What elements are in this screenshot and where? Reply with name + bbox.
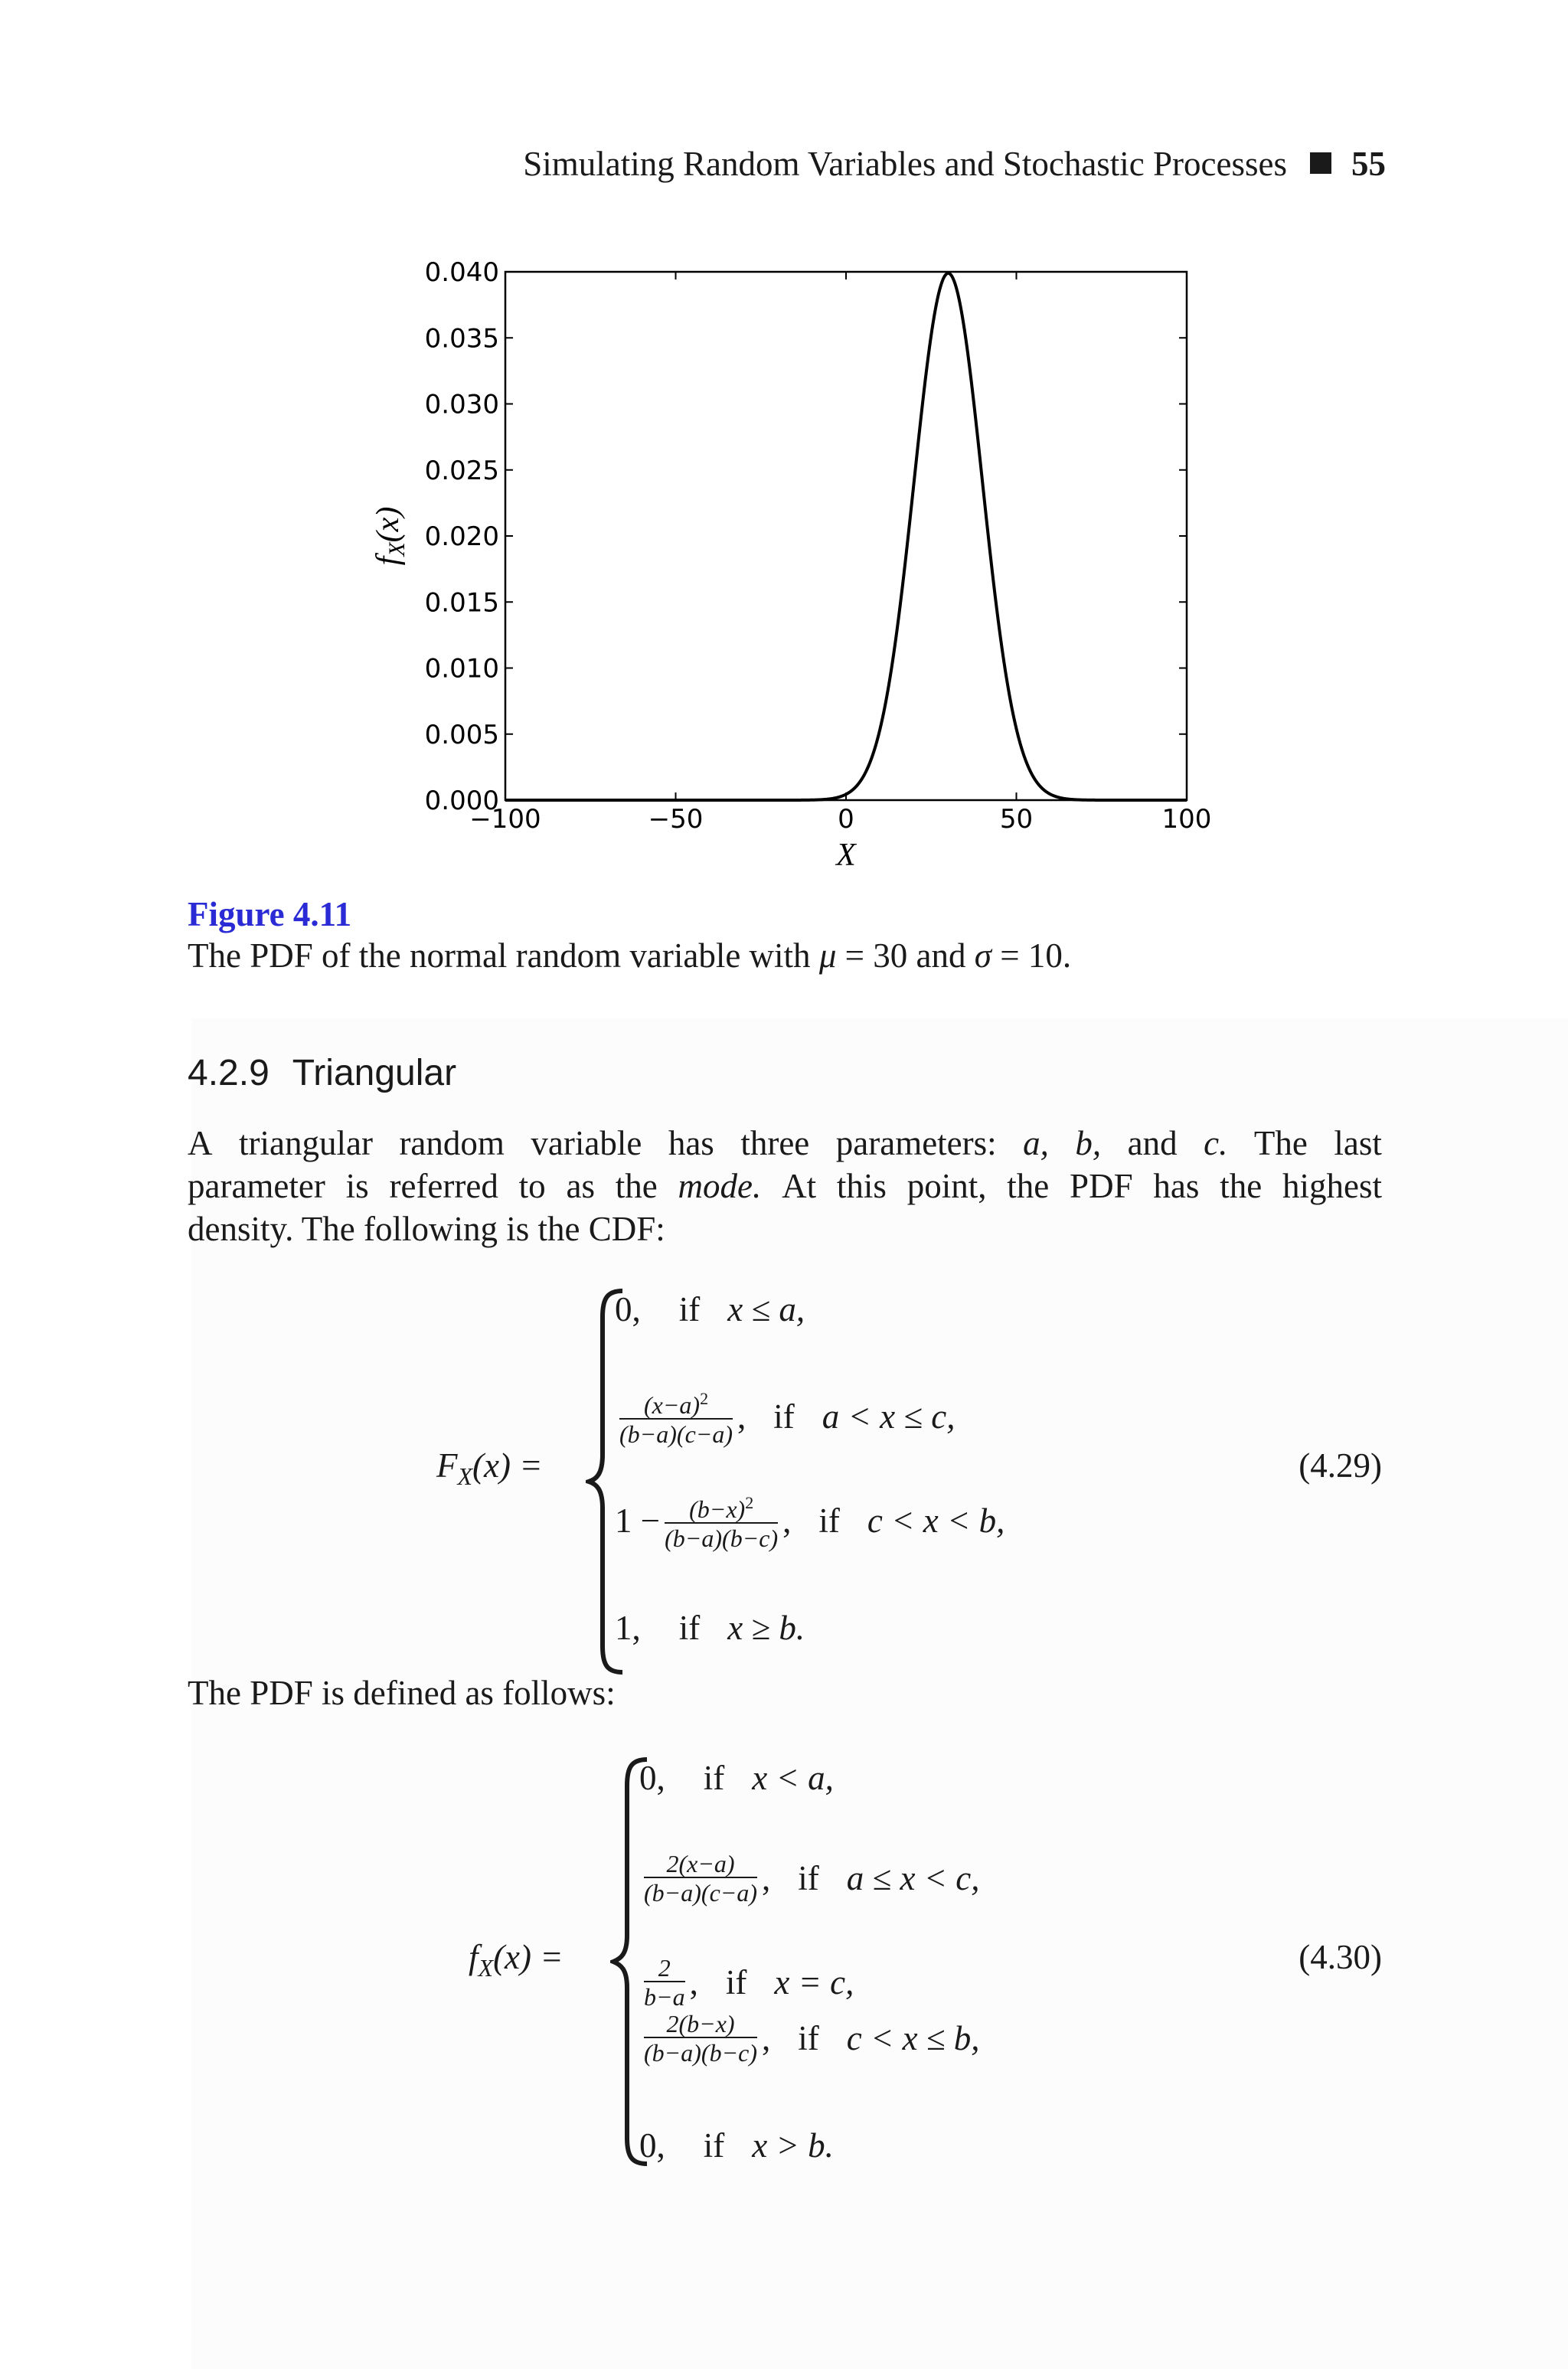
- pdf-case-5-value: 0,: [639, 2126, 665, 2165]
- paragraph-word: and: [1127, 1124, 1178, 1162]
- paragraph-word: point,: [906, 1167, 987, 1205]
- pdf-lhs-symbol: f: [469, 1938, 479, 1976]
- cdf-case-2-condition: a < x ≤ c,: [822, 1397, 956, 1436]
- pdf-intro-text: The PDF is defined as follows:: [188, 1674, 616, 1712]
- cdf-case-2-exponent: 2: [700, 1389, 709, 1408]
- page-number: 55: [1351, 145, 1386, 183]
- cdf-case-4-condition: x ≥ b.: [727, 1609, 805, 1647]
- caption-text: The PDF of the normal random variable with: [188, 936, 811, 975]
- cdf-case-3-condition: c < x < b,: [867, 1501, 1005, 1540]
- pdf-case-3-denominator: b−a: [644, 1981, 685, 2010]
- paragraph-word: has: [1153, 1167, 1200, 1205]
- pdf-case-2: [639, 1848, 980, 1909]
- x-tick-label: −100: [469, 804, 541, 835]
- caption-mu: μ: [818, 936, 837, 975]
- cdf-case-3-denominator: (b−a)(b−c): [665, 1522, 778, 1551]
- pdf-lhs-subscript: X: [478, 1954, 494, 1982]
- y-tick-label: 0.030: [424, 389, 499, 420]
- y-tick-label: 0.025: [424, 455, 499, 486]
- paragraph-word: the: [1007, 1167, 1050, 1205]
- cdf-lhs-symbol: F: [436, 1446, 458, 1485]
- cdf-case-2-denominator: (b−a)(c−a): [619, 1418, 733, 1447]
- paragraph-word: referred: [389, 1167, 498, 1205]
- cdf-case-1-value: 0,: [615, 1290, 641, 1328]
- pdf-case-2-condition: a ≤ x < c,: [846, 1859, 980, 1897]
- pdf-case-5: [639, 2122, 834, 2168]
- caption-sigma-value: = 10.: [1000, 936, 1072, 975]
- cdf-lhs-subscript: X: [457, 1462, 473, 1490]
- y-tick-label: 0.035: [424, 323, 499, 355]
- cdf-case-2: [615, 1386, 956, 1447]
- pdf-case-1: [639, 1755, 834, 1801]
- paragraph-word: this: [836, 1167, 887, 1205]
- paragraph-word: the: [615, 1167, 658, 1205]
- x-tick-label: 50: [999, 804, 1034, 835]
- paragraph-word: b,: [1075, 1124, 1102, 1162]
- paragraph-word: mode.: [678, 1167, 762, 1205]
- pdf-curve: [505, 273, 1187, 800]
- pdf-case-2-if: if: [798, 1859, 819, 1897]
- cdf-case-4-if: if: [678, 1609, 701, 1647]
- paragraph-word: a,: [1023, 1124, 1049, 1162]
- cdf-case-4-value: 1,: [615, 1609, 641, 1647]
- y-tick-label: 0.015: [424, 587, 499, 619]
- paragraph-word: A: [188, 1124, 213, 1162]
- y-tick-label: 0.005: [424, 719, 499, 750]
- paragraph-line-2: [188, 1165, 1382, 1207]
- cdf-lhs: [436, 1446, 543, 1491]
- cdf-case-2-if: if: [773, 1397, 795, 1436]
- paragraph-word: At: [782, 1167, 817, 1205]
- pdf-case-4-if: if: [798, 2019, 819, 2057]
- pdf-case-4-comma: ,: [762, 2019, 771, 2057]
- running-head: [398, 144, 1386, 190]
- cdf-lhs-argument: (x) =: [472, 1446, 543, 1485]
- section-heading: [188, 1052, 456, 1094]
- pdf-case-4-condition: c < x ≤ b,: [846, 2019, 980, 2057]
- pdf-case-1-condition: x < a,: [752, 1759, 834, 1797]
- paragraph-word: random: [399, 1124, 505, 1162]
- figure-label: Figure 4.11: [188, 895, 352, 933]
- paragraph-line-3-text: density. The following is the CDF:: [188, 1210, 665, 1248]
- square-icon: [1310, 152, 1331, 174]
- paragraph-word: parameters:: [835, 1124, 997, 1162]
- caption-mu-value: = 30 and: [844, 936, 966, 975]
- cdf-case-4: [615, 1605, 805, 1651]
- pdf-case-2-comma: ,: [762, 1859, 771, 1897]
- normal-pdf-chart: [368, 245, 1233, 873]
- paragraph-word: the: [1220, 1167, 1263, 1205]
- pdf-case-3-if: if: [725, 1963, 747, 2001]
- pdf-case-4-denominator: (b−a)(b−c): [644, 2037, 757, 2066]
- paragraph-word: has: [668, 1124, 714, 1162]
- pdf-case-2-fraction: [644, 1851, 757, 1906]
- y-axis-label: fX(x): [371, 506, 410, 566]
- paragraph-word: to: [518, 1167, 546, 1205]
- pdf-case-2-numerator: 2(x−a): [666, 1850, 735, 1877]
- cdf-case-2-numerator: (x−a): [643, 1391, 701, 1419]
- y-tick-label: 0.000: [424, 786, 499, 816]
- cdf-case-3-if: if: [818, 1501, 840, 1540]
- equation-number-4-30: (4.30): [1298, 1938, 1382, 1976]
- pdf-case-3-numerator: 2: [658, 1954, 671, 1982]
- paragraph-word: c.: [1204, 1124, 1228, 1162]
- x-tick-label: −50: [648, 804, 704, 835]
- pdf-case-5-if: if: [703, 2126, 725, 2165]
- equation-number-4-29: (4.29): [1298, 1446, 1382, 1485]
- pdf-case-3: [639, 1955, 854, 2010]
- cdf-case-2-comma: ,: [737, 1397, 746, 1436]
- body-paragraph: [188, 1122, 1382, 1250]
- pdf-case-1-if: if: [703, 1759, 725, 1797]
- y-tick-label: 0.040: [424, 257, 499, 288]
- paragraph-word: three: [740, 1124, 810, 1162]
- pdf-case-4-numerator: 2(b−x): [666, 2010, 735, 2037]
- cdf-case-2-fraction: [619, 1386, 733, 1447]
- paragraph-line-3: [188, 1207, 1382, 1250]
- paragraph-word: last: [1334, 1124, 1382, 1162]
- x-axis-label: X: [836, 838, 856, 873]
- cdf-case-3-fraction: [665, 1490, 778, 1551]
- paragraph-word: parameter: [188, 1167, 325, 1205]
- caption-sigma: σ: [974, 936, 991, 975]
- cdf-case-3-exponent: 2: [745, 1493, 754, 1512]
- x-tick-label: 0: [838, 804, 854, 835]
- cdf-case-3-prefix: 1 −: [615, 1501, 661, 1540]
- paragraph-word: The: [1253, 1124, 1308, 1162]
- pdf-case-5-condition: x > b.: [752, 2126, 834, 2165]
- cdf-case-3-numerator: (b−x): [689, 1495, 746, 1523]
- section-number: 4.2.9: [188, 1053, 270, 1093]
- x-tick-label: 100: [1161, 804, 1212, 835]
- plot-frame: [505, 272, 1187, 800]
- pdf-lhs: [469, 1937, 564, 1982]
- paragraph-line-1: [188, 1122, 1382, 1165]
- cdf-case-1-condition: x ≤ a,: [727, 1290, 805, 1328]
- paragraph-word: variable: [531, 1124, 642, 1162]
- y-tick-label: 0.020: [424, 521, 499, 552]
- running-head-title: Simulating Random Variables and Stochastic Processes: [523, 145, 1287, 183]
- paragraph-word: is: [345, 1167, 369, 1205]
- section-title: Triangular: [292, 1053, 457, 1093]
- paragraph-word: triangular: [239, 1124, 373, 1162]
- pdf-case-3-fraction: [644, 1955, 685, 2010]
- pdf-case-3-condition: x = c,: [774, 1963, 854, 2001]
- y-tick-label: 0.010: [424, 653, 499, 685]
- pdf-case-2-denominator: (b−a)(c−a): [644, 1877, 757, 1906]
- cdf-case-3: [615, 1490, 1004, 1551]
- paragraph-word: as: [566, 1167, 595, 1205]
- cdf-case-3-comma: ,: [782, 1501, 792, 1540]
- figure-caption: [188, 936, 1071, 975]
- pdf-lhs-argument: (x) =: [493, 1938, 564, 1976]
- pdf-case-3-comma: ,: [689, 1963, 698, 2001]
- paragraph-word: highest: [1282, 1167, 1382, 1205]
- paragraph-word: PDF: [1070, 1167, 1133, 1205]
- pdf-case-4: [639, 2008, 980, 2069]
- cdf-case-1: [615, 1286, 805, 1332]
- pdf-case-4-fraction: [644, 2011, 757, 2066]
- pdf-case-1-value: 0,: [639, 1759, 665, 1797]
- cdf-case-1-if: if: [678, 1290, 701, 1328]
